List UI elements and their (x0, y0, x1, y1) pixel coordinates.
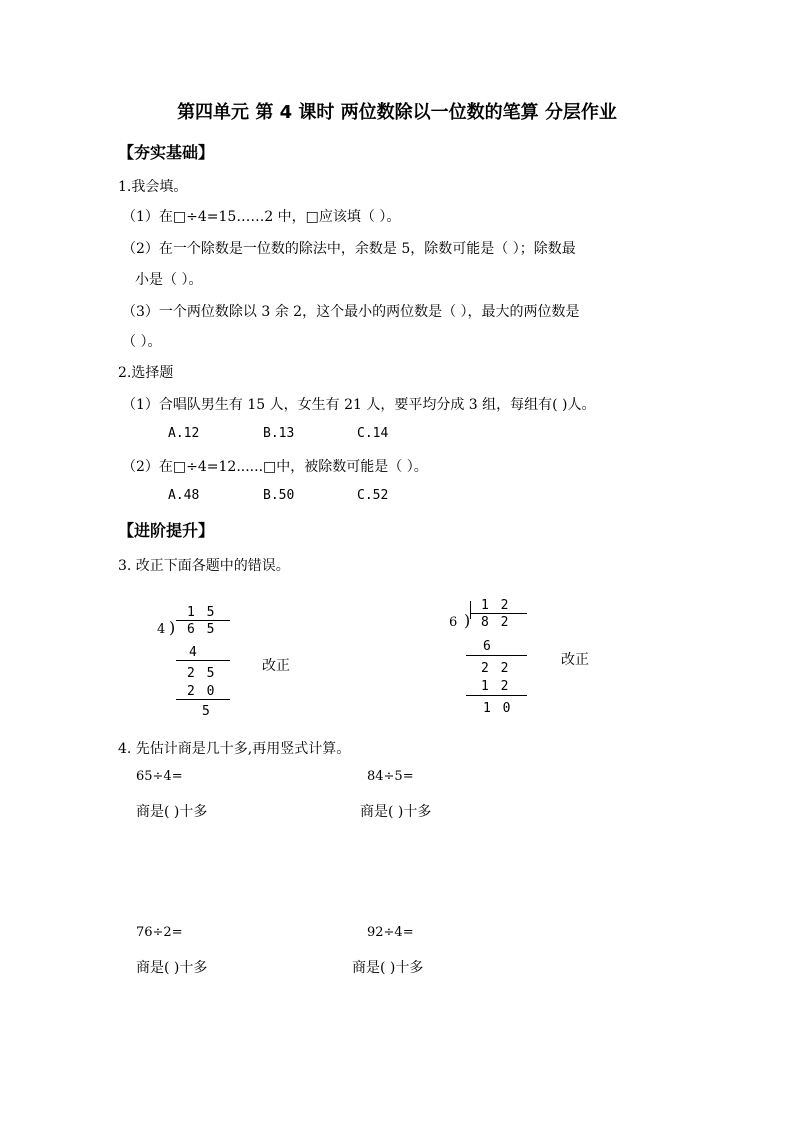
subtraction-line (466, 655, 527, 656)
division-bracket: ) (169, 618, 176, 637)
dividend: 8 2 (481, 615, 511, 630)
option-a: A.12 (168, 426, 200, 441)
question-1-item-2-line-2: 小是（ ）。 (135, 272, 203, 288)
option-b: B.13 (263, 426, 295, 441)
remainder: 1 0 (483, 701, 513, 716)
quotient: 1 5 (187, 605, 217, 620)
option-c: C.52 (357, 488, 389, 503)
question-2-heading: 2.选择题 (118, 365, 174, 381)
estimate-blank[interactable]: 商是( )十多 (136, 804, 208, 820)
subtraction-line (466, 695, 527, 696)
question-1-item-3-line-2: （ ）。 (122, 334, 162, 350)
division-bar (176, 620, 230, 621)
partial-dividend: 2 2 (481, 661, 511, 676)
problem-expression: 76÷2= (136, 925, 183, 940)
divisor: 4 (157, 622, 166, 637)
dividend: 6 5 (187, 622, 217, 637)
divisor: 6 (449, 615, 458, 630)
section-heading-basic: 【夯实基础】 (118, 143, 215, 162)
option-a: A.48 (168, 488, 200, 503)
product-step-2: 1 2 (481, 679, 511, 694)
estimate-blank[interactable]: 商是( )十多 (136, 960, 208, 976)
question-4-heading: 4. 先估计商是几十多,再用竖式计算。 (118, 741, 351, 757)
question-1-heading: 1.我会填。 (118, 179, 188, 195)
quotient: 1 2 (481, 598, 511, 613)
page-title: 第四单元 第 4 课时 两位数除以一位数的笔算 分层作业 (177, 102, 617, 123)
product-step-1: 6 (483, 639, 493, 654)
remainder: 5 (202, 704, 212, 719)
estimate-blank[interactable]: 商是( )十多 (360, 804, 432, 820)
product-step-1: 4 (189, 645, 199, 660)
division-bar (470, 613, 527, 614)
section-heading-advanced: 【进阶提升】 (118, 521, 215, 540)
subtraction-line (176, 660, 230, 661)
question-1-item-1: （1）在□÷4=15……2 中，□应该填（ ）。 (122, 209, 401, 225)
question-1-item-3-line-1: （3）一个两位数除以 3 余 2，这个最小的两位数是（ ），最大的两位数是 (122, 304, 580, 320)
division-bracket: ) (464, 611, 471, 630)
question-2-item-1: （1）合唱队男生有 15 人，女生有 21 人，要平均分成 3 组，每组有( )人。 (122, 397, 596, 413)
question-3-heading: 3. 改正下面各题中的错误。 (118, 558, 290, 574)
correct-label: 改正 (262, 658, 290, 674)
question-2-item-2: （2）在□÷4=12......□中，被除数可能是（ ）。 (122, 459, 428, 475)
estimate-blank[interactable]: 商是( )十多 (352, 960, 424, 976)
option-c: C.14 (357, 426, 389, 441)
option-b: B.50 (263, 488, 295, 503)
problem-expression: 84÷5= (367, 769, 414, 784)
product-step-2: 2 0 (187, 684, 217, 699)
question-1-item-2-line-1: （2）在一个除数是一位数的除法中，余数是 5，除数可能是（ ）；除数最 (122, 241, 576, 257)
problem-expression: 65÷4= (136, 769, 183, 784)
subtraction-line (176, 699, 230, 700)
problem-expression: 92÷4= (367, 925, 414, 940)
correct-label: 改正 (561, 652, 589, 668)
partial-dividend: 2 5 (187, 666, 217, 681)
